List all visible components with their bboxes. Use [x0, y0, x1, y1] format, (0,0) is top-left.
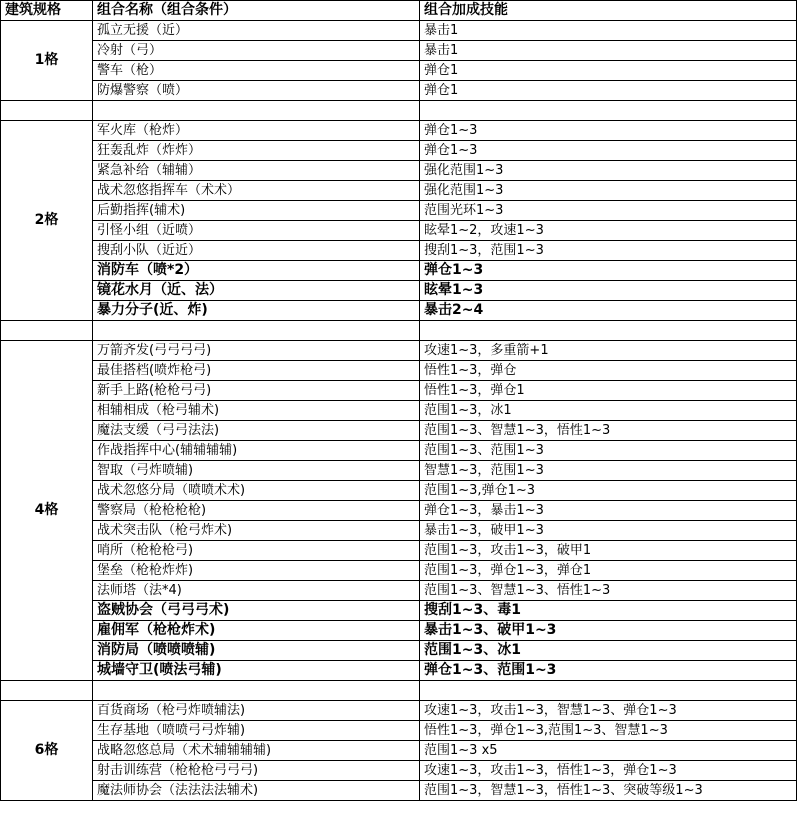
combo-skill-cell: 暴击1	[420, 41, 797, 61]
table-row	[1, 721, 797, 741]
combo-name-cell: 冷射（弓）	[93, 41, 420, 61]
combo-skill-cell: 弹仓1~3、范围1~3	[420, 661, 797, 681]
combo-name-cell: 战术忽悠分局（喷喷术术)	[93, 481, 420, 501]
header-size: 建筑规格	[1, 1, 93, 21]
combo-skill-cell: 范围1~3，冰1	[420, 401, 797, 421]
combo-name-cell: 盗贼协会（弓弓弓术)	[93, 601, 420, 621]
combo-skill-cell: 悟性1~3，弹仓	[420, 361, 797, 381]
table-row	[1, 641, 797, 661]
combo-skill-cell: 悟性1~3，弹仓1	[420, 381, 797, 401]
table-row	[1, 261, 797, 281]
table-row	[1, 201, 797, 221]
combo-name-cell: 新手上路(枪枪弓弓)	[93, 381, 420, 401]
table-row	[1, 181, 797, 201]
table-row	[1, 41, 797, 61]
combo-name-cell: 狂轰乱炸（炸炸）	[93, 141, 420, 161]
combo-skill-cell: 智慧1~3，范围1~3	[420, 461, 797, 481]
combo-name-cell: 消防车（喷*2）	[93, 261, 420, 281]
combo-skill-cell: 搜刮1~3、毒1	[420, 601, 797, 621]
combo-name-cell: 镜花水月（近、法）	[93, 281, 420, 301]
size-cell: 2格	[1, 121, 93, 321]
table-row	[1, 621, 797, 641]
combo-name-cell: 魔法师协会（法法法法辅术)	[93, 781, 420, 801]
header-name: 组合名称（组合条件）	[93, 1, 420, 21]
combo-name-cell: 紧急补给（辅辅）	[93, 161, 420, 181]
table-row	[1, 781, 797, 801]
combo-skill-cell: 弹仓1~3	[420, 141, 797, 161]
combo-skill-cell: 眩晕1~3	[420, 281, 797, 301]
table-row	[1, 701, 797, 721]
spacer-row	[1, 321, 797, 341]
combo-skill-cell: 范围1~3，攻击1~3，破甲1	[420, 541, 797, 561]
combo-name-cell: 搜刮小队（近近）	[93, 241, 420, 261]
combo-skill-cell: 弹仓1	[420, 81, 797, 101]
table-row	[1, 441, 797, 461]
table-row	[1, 401, 797, 421]
combo-skill-cell: 范围1~3，弹仓1~3，弹仓1	[420, 561, 797, 581]
combo-name-cell: 警车（枪）	[93, 61, 420, 81]
combo-name-cell: 战术忽悠指挥车（术术）	[93, 181, 420, 201]
combo-skill-cell: 弹仓1~3	[420, 261, 797, 281]
table-row	[1, 761, 797, 781]
combo-skill-cell: 范围光环1~3	[420, 201, 797, 221]
combo-name-cell: 后勤指挥(辅术)	[93, 201, 420, 221]
combo-skill-cell: 强化范围1~3	[420, 181, 797, 201]
combo-skill-cell: 攻速1~3，多重箭+1	[420, 341, 797, 361]
combo-name-cell: 孤立无援（近）	[93, 21, 420, 41]
combo-name-cell: 哨所（枪枪枪弓)	[93, 541, 420, 561]
combo-name-cell: 防爆警察（喷）	[93, 81, 420, 101]
spacer-row	[1, 681, 797, 701]
empty-cell	[1, 101, 93, 121]
combo-name-cell: 警察局（枪枪枪枪)	[93, 501, 420, 521]
table-row	[1, 501, 797, 521]
table-row	[1, 241, 797, 261]
empty-cell	[1, 321, 93, 341]
combo-name-cell: 魔法支缓（弓弓法法)	[93, 421, 420, 441]
empty-cell	[420, 321, 797, 341]
empty-cell	[420, 681, 797, 701]
combo-skill-cell: 范围1~3、智慧1~3、悟性1~3	[420, 581, 797, 601]
empty-cell	[420, 101, 797, 121]
empty-cell	[93, 681, 420, 701]
combo-name-cell: 军火库（枪炸）	[93, 121, 420, 141]
spacer-row	[1, 101, 797, 121]
table-row	[1, 421, 797, 441]
combo-name-cell: 智取（弓炸喷辅)	[93, 461, 420, 481]
combo-name-cell: 城墙守卫(喷法弓辅)	[93, 661, 420, 681]
table-row	[1, 341, 797, 361]
combo-name-cell: 射击训练营（枪枪枪弓弓弓)	[93, 761, 420, 781]
combo-skill-cell: 眩晕1~2，攻速1~3	[420, 221, 797, 241]
table-row	[1, 121, 797, 141]
combo-name-cell: 法师塔（法*4)	[93, 581, 420, 601]
empty-cell	[1, 681, 93, 701]
table-row	[1, 741, 797, 761]
table-row	[1, 541, 797, 561]
combo-skill-cell: 暴击1	[420, 21, 797, 41]
combo-name-cell: 生存基地（喷喷弓弓炸辅)	[93, 721, 420, 741]
combo-skill-cell: 范围1~3,弹仓1~3	[420, 481, 797, 501]
combo-name-cell: 百货商场（枪弓炸喷辅法)	[93, 701, 420, 721]
combo-skill-cell: 搜刮1~3，范围1~3	[420, 241, 797, 261]
header-skill: 组合加成技能	[420, 1, 797, 21]
combo-skill-cell: 暴击2~4	[420, 301, 797, 321]
combo-name-cell: 战术突击队（枪弓炸术)	[93, 521, 420, 541]
table-row	[1, 661, 797, 681]
combo-name-cell: 堡垒（枪枪炸炸)	[93, 561, 420, 581]
table-row	[1, 481, 797, 501]
combo-skill-cell: 暴击1~3，破甲1~3	[420, 521, 797, 541]
combo-name-cell: 引怪小组（近喷）	[93, 221, 420, 241]
size-cell: 6格	[1, 701, 93, 801]
combo-skill-cell: 悟性1~3，弹仓1~3,范围1~3、智慧1~3	[420, 721, 797, 741]
combo-skill-cell: 攻速1~3，攻击1~3，智慧1~3、弹仓1~3	[420, 701, 797, 721]
combo-skill-cell: 范围1~3、智慧1~3，悟性1~3	[420, 421, 797, 441]
table-row	[1, 461, 797, 481]
combo-name-cell: 消防局（喷喷喷辅)	[93, 641, 420, 661]
table-row	[1, 141, 797, 161]
table-row	[1, 301, 797, 321]
table-row	[1, 161, 797, 181]
empty-cell	[93, 101, 420, 121]
combo-name-cell: 暴力分子(近、炸)	[93, 301, 420, 321]
combo-skill-cell: 范围1~3、冰1	[420, 641, 797, 661]
table-row	[1, 581, 797, 601]
table-row	[1, 81, 797, 101]
combo-skill-cell: 暴击1~3、破甲1~3	[420, 621, 797, 641]
combo-skill-cell: 强化范围1~3	[420, 161, 797, 181]
combo-skill-cell: 弹仓1~3	[420, 121, 797, 141]
table-row	[1, 221, 797, 241]
combo-name-cell: 战略忽悠总局（术术辅辅辅辅)	[93, 741, 420, 761]
header-row	[1, 1, 797, 21]
combo-name-cell: 万箭齐发(弓弓弓弓)	[93, 341, 420, 361]
size-cell: 4格	[1, 341, 93, 681]
combo-name-cell: 最佳搭档(喷炸枪弓)	[93, 361, 420, 381]
table-row	[1, 381, 797, 401]
table-row	[1, 21, 797, 41]
combo-name-cell: 相辅相成（枪弓辅术)	[93, 401, 420, 421]
combo-skill-cell: 范围1~3 x5	[420, 741, 797, 761]
table-row	[1, 521, 797, 541]
combo-skill-cell: 弹仓1~3，暴击1~3	[420, 501, 797, 521]
size-cell: 1格	[1, 21, 93, 101]
combo-name-cell: 雇佣军（枪枪炸术)	[93, 621, 420, 641]
table-row	[1, 61, 797, 81]
combo-skill-cell: 范围1~3，智慧1~3，悟性1~3、突破等级1~3	[420, 781, 797, 801]
combo-name-cell: 作战指挥中心(辅辅辅辅)	[93, 441, 420, 461]
combo-skill-cell: 弹仓1	[420, 61, 797, 81]
table-row	[1, 561, 797, 581]
table-row	[1, 601, 797, 621]
combo-skill-cell: 范围1~3、范围1~3	[420, 441, 797, 461]
empty-cell	[93, 321, 420, 341]
combo-skill-cell: 攻速1~3，攻击1~3，悟性1~3，弹仓1~3	[420, 761, 797, 781]
table-row	[1, 361, 797, 381]
table-row	[1, 281, 797, 301]
